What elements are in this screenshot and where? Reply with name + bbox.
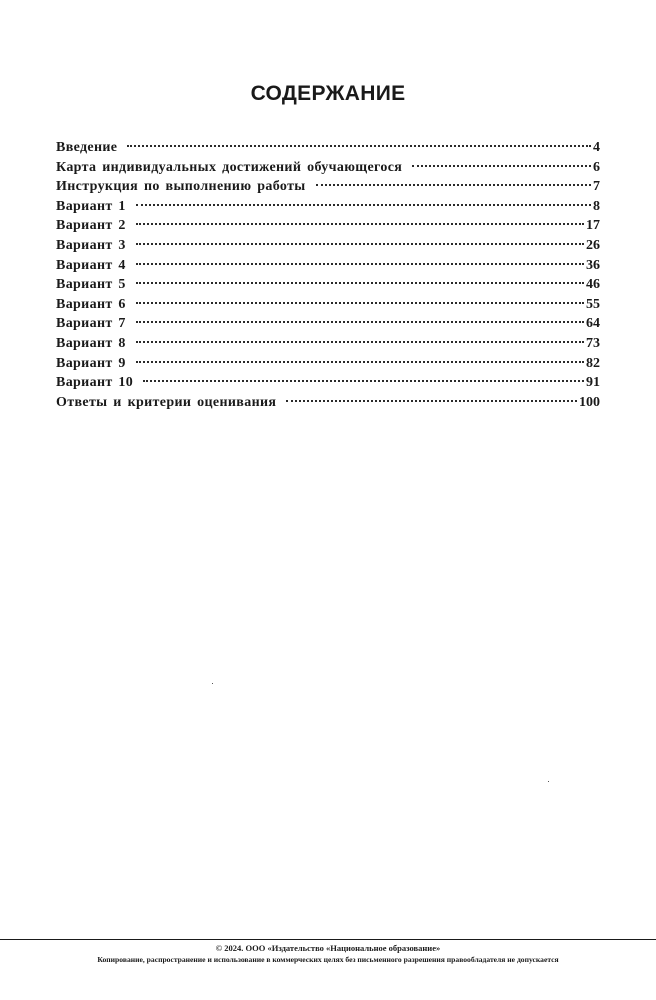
- toc-leader-dots: [412, 165, 591, 167]
- toc-entry-page: 73: [586, 335, 600, 351]
- toc-entry-page: 8: [593, 198, 600, 214]
- toc-entry-label: Введение: [56, 140, 118, 155]
- footer-notice: Копирование, распространение и использование в коммерческих целях без письменного разрешения правообладателя не допускается: [97, 955, 559, 964]
- toc-entry-page: 26: [586, 237, 600, 253]
- toc-entry-label: Карта индивидуальных достижений обучающегося: [56, 159, 403, 175]
- toc-entry-page: 82: [586, 355, 600, 371]
- toc-entry[interactable]: [56, 373, 600, 393]
- toc-leader-dots: [136, 341, 584, 343]
- toc-entry-page: 17: [586, 218, 600, 234]
- toc-entry-label: Вариант 5: [56, 277, 126, 293]
- toc-entry-page: 7: [593, 179, 600, 195]
- toc-entry-label: Вариант 1: [56, 198, 126, 214]
- toc-leader-dots: [136, 263, 584, 265]
- toc-entry[interactable]: [56, 138, 600, 158]
- toc-leader-dots: [316, 184, 591, 186]
- toc-entry[interactable]: [56, 275, 600, 295]
- toc-entry-label: Вариант 7: [56, 316, 126, 332]
- toc-entry-page: 6: [593, 159, 600, 175]
- scan-speck: [548, 781, 549, 782]
- toc-entry-label: Вариант 9: [56, 355, 126, 371]
- toc-leader-dots: [143, 380, 584, 382]
- toc-leader-dots: [286, 400, 577, 402]
- toc-entry[interactable]: [56, 197, 600, 217]
- toc-entry-page: 91: [586, 375, 600, 391]
- toc-leader-dots: [136, 223, 584, 225]
- toc-entry-label: Вариант 6: [56, 296, 126, 312]
- toc-entry[interactable]: [56, 354, 600, 374]
- toc-entry[interactable]: [56, 158, 600, 178]
- toc-entry[interactable]: [56, 393, 600, 413]
- toc-entry-page: 100: [579, 394, 600, 410]
- toc-entry[interactable]: [56, 295, 600, 315]
- toc-leader-dots: [136, 302, 584, 304]
- toc-entry[interactable]: [56, 314, 600, 334]
- scan-speck: [212, 683, 213, 684]
- toc-entry[interactable]: [56, 236, 600, 256]
- toc-entry[interactable]: [56, 256, 600, 276]
- table-of-contents: [56, 138, 600, 412]
- toc-leader-dots: [136, 361, 584, 363]
- toc-entry-label: Вариант 2: [56, 218, 126, 234]
- toc-entry-label: Вариант 3: [56, 237, 126, 253]
- footer-divider: [0, 939, 656, 940]
- toc-entry[interactable]: [56, 177, 600, 197]
- toc-entry-label: Ответы и критерии оценивания: [56, 394, 277, 410]
- toc-entry-page: 46: [586, 277, 600, 293]
- toc-leader-dots: [136, 321, 584, 323]
- toc-entry-page: 4: [593, 140, 600, 155]
- toc-leader-dots: [136, 282, 584, 284]
- toc-entry[interactable]: [56, 334, 600, 354]
- footer-copyright: © 2024. ООО «Издательство «Национальное образование»: [215, 943, 441, 953]
- page-title: СОДЕРЖАНИЕ: [250, 82, 406, 105]
- toc-entry-page: 64: [586, 316, 600, 332]
- toc-entry-label: Вариант 4: [56, 257, 126, 273]
- toc-entry-label: Вариант 8: [56, 335, 126, 351]
- toc-entry-page: 36: [586, 257, 600, 273]
- toc-leader-dots: [127, 145, 591, 147]
- toc-leader-dots: [136, 243, 584, 245]
- toc-entry-page: 55: [586, 296, 600, 312]
- toc-leader-dots: [136, 204, 591, 206]
- toc-entry-label: Вариант 10: [56, 375, 134, 391]
- toc-entry-label: Инструкция по выполнению работы: [56, 179, 306, 195]
- toc-entry[interactable]: [56, 216, 600, 236]
